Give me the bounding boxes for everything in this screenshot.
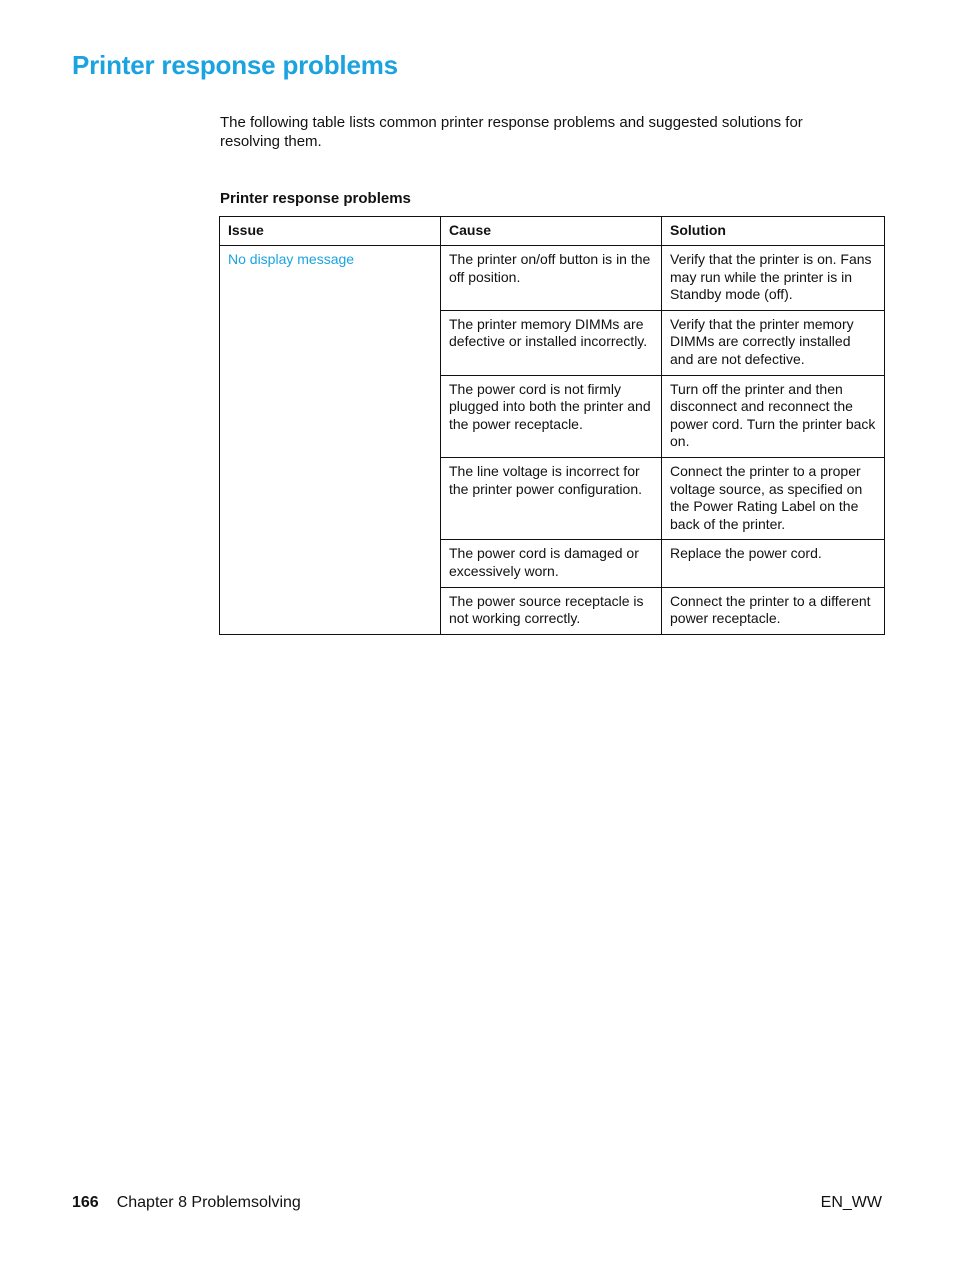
table-row xyxy=(220,246,885,311)
cause-cell: The power cord is not firmly plugged into both the printer and the power receptacle. xyxy=(441,375,662,457)
issue-link-no-display-message[interactable]: No display message xyxy=(228,251,355,267)
intro-paragraph: The following table lists common printer response problems and suggested solutions for resolving them. xyxy=(220,114,803,150)
table-header-row xyxy=(220,217,885,246)
footer-locale: EN_WW xyxy=(820,1194,882,1211)
solution-cell: Connect the printer to a different power receptacle. xyxy=(662,587,885,634)
page-title: Printer response problems xyxy=(72,50,398,80)
header-cause: Cause xyxy=(441,217,662,246)
problems-table xyxy=(219,216,885,635)
cause-cell: The line voltage is incorrect for the printer power configuration. xyxy=(441,457,662,539)
solution-cell: Verify that the printer memory DIMMs are correctly installed and are not defective. xyxy=(662,310,885,375)
cause-cell: The printer on/off button is in the off position. xyxy=(441,246,662,311)
cause-cell: The power cord is damaged or excessively worn. xyxy=(441,540,662,587)
solution-cell: Connect the printer to a proper voltage source, as specified on the Power Rating Label on the back of the printer. xyxy=(662,457,885,539)
header-issue: Issue xyxy=(220,217,441,246)
cause-cell: The power source receptacle is not working correctly. xyxy=(441,587,662,634)
cause-cell: The printer memory DIMMs are defective or installed incorrectly. xyxy=(441,310,662,375)
chapter-label: Chapter 8 Problemsolving xyxy=(116,1194,301,1211)
page-number: 166 xyxy=(72,1194,99,1211)
header-solution: Solution xyxy=(662,217,885,246)
solution-cell: Verify that the printer is on. Fans may run while the printer is in Standby mode (off). xyxy=(662,246,885,311)
issue-cell xyxy=(220,246,441,635)
solution-cell: Replace the power cord. xyxy=(662,540,885,587)
footer-left xyxy=(72,1194,301,1212)
solution-cell: Turn off the printer and then disconnect and reconnect the power cord. Turn the printer back on. xyxy=(662,375,885,457)
table-caption: Printer response problems xyxy=(220,190,411,207)
